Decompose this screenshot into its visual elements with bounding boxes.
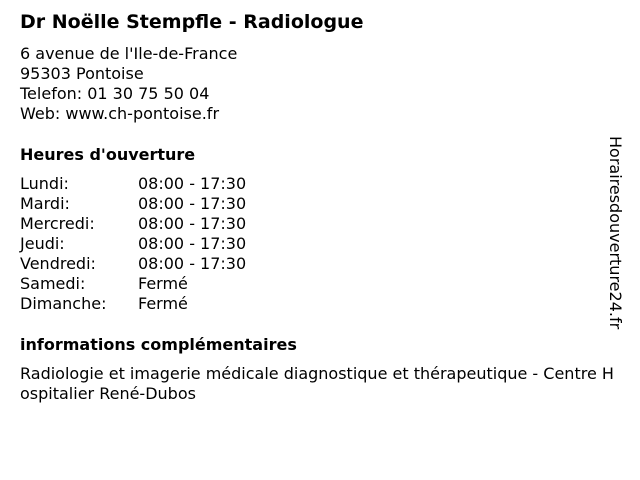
hours-row-thursday xyxy=(20,234,246,254)
opening-hours-table xyxy=(20,174,246,314)
hours-value: Fermé xyxy=(138,274,188,293)
page-title: Dr Noëlle Stempfle - Radiologue xyxy=(20,11,364,33)
hours-row-friday xyxy=(20,254,246,274)
phone-number: Telefon: 01 30 75 50 04 xyxy=(20,84,210,103)
day-label: Samedi: xyxy=(20,274,86,293)
hours-row-saturday xyxy=(20,274,246,294)
hours-row-monday xyxy=(20,174,246,194)
day-label: Dimanche: xyxy=(20,294,107,313)
day-label: Mercredi: xyxy=(20,214,95,233)
website: Web: www.ch-pontoise.fr xyxy=(20,104,220,123)
day-label: Mardi: xyxy=(20,194,70,213)
hours-row-wednesday xyxy=(20,214,246,234)
hours-row-sunday xyxy=(20,294,246,314)
hours-value: 08:00 - 17:30 xyxy=(138,174,247,193)
address-block xyxy=(20,44,237,124)
hours-row-tuesday xyxy=(20,194,246,214)
hours-value: Fermé xyxy=(138,294,188,313)
hours-value: 08:00 - 17:30 xyxy=(138,214,247,233)
day-label: Jeudi: xyxy=(20,234,65,253)
hours-value: 08:00 - 17:30 xyxy=(138,194,247,213)
watermark-text: Horairesdouverture24.fr xyxy=(606,136,625,330)
day-label: Vendredi: xyxy=(20,254,96,273)
hours-value: 08:00 - 17:30 xyxy=(138,234,247,253)
hours-value: 08:00 - 17:30 xyxy=(138,254,247,273)
info-heading: informations complémentaires xyxy=(20,335,297,354)
info-description: Radiologie et imagerie médicale diagnostique et thérapeutique - Centre Hospitalier René-Dubos xyxy=(20,364,614,403)
hours-heading: Heures d'ouverture xyxy=(20,145,196,164)
address-city: 95303 Pontoise xyxy=(20,64,144,83)
address-street: 6 avenue de l'Ile-de-France xyxy=(20,44,238,63)
day-label: Lundi: xyxy=(20,174,69,193)
